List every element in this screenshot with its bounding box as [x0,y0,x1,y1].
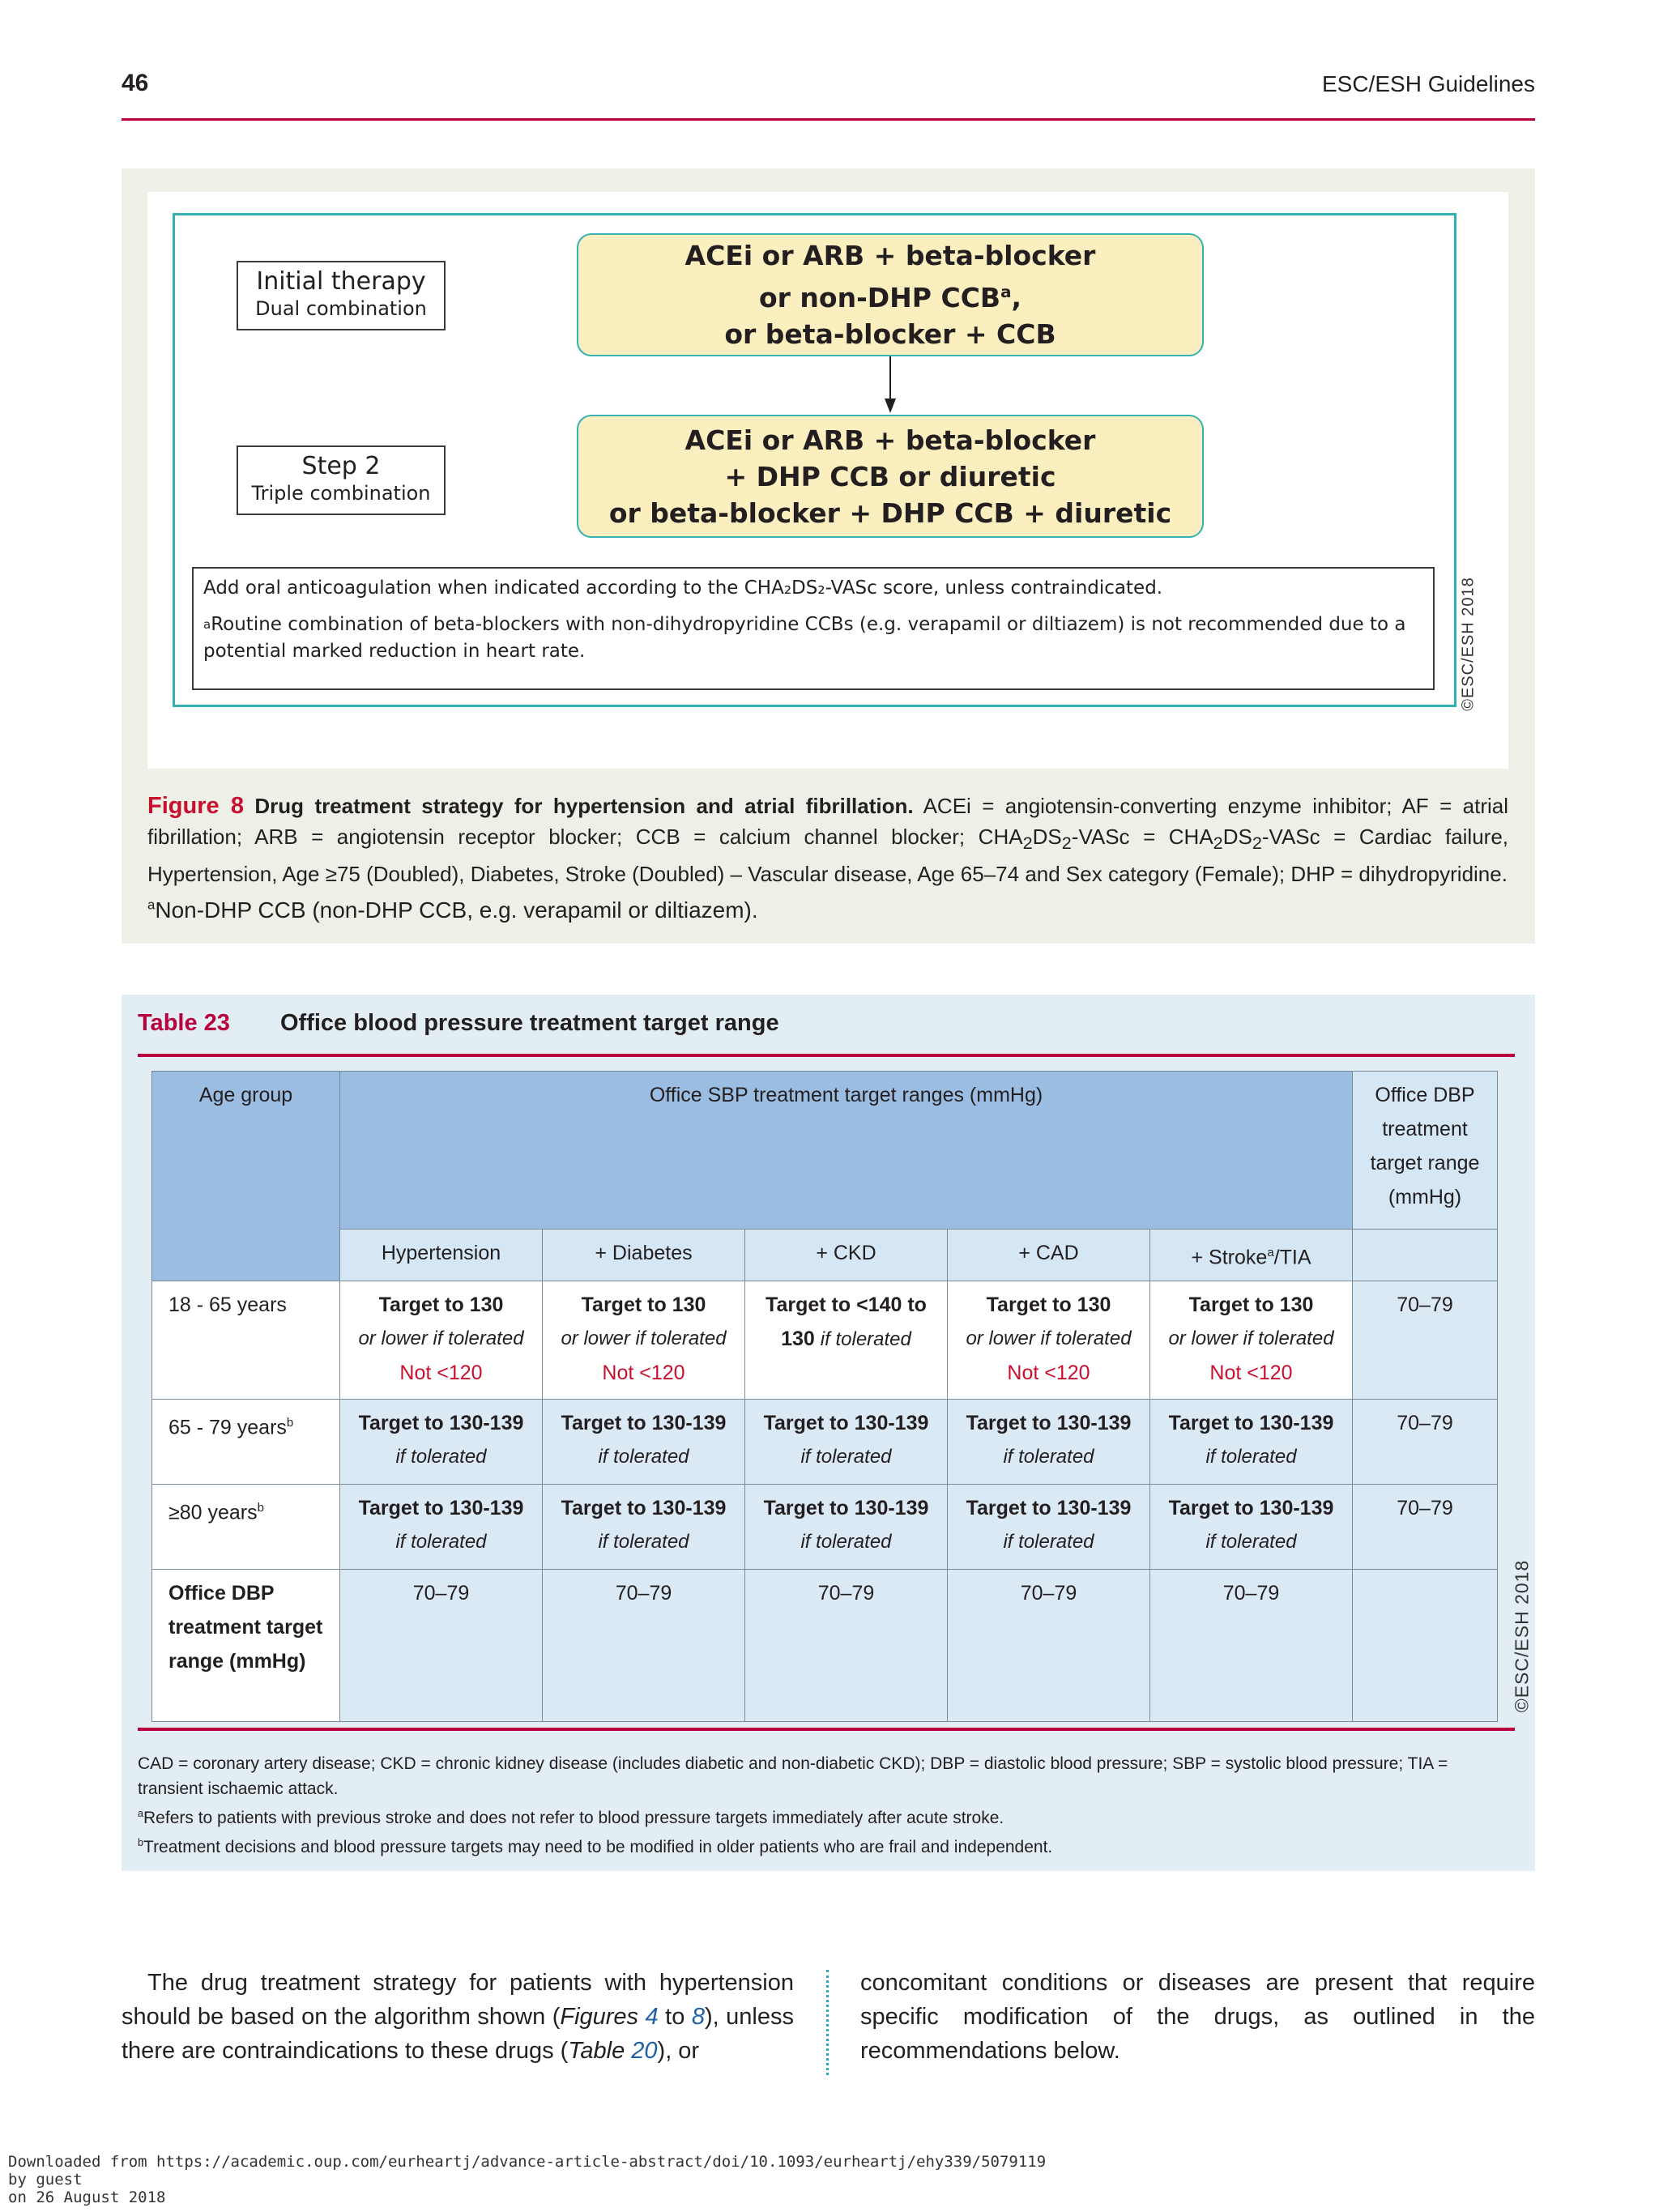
target-cell: Target to 130-139 if tolerated [948,1400,1150,1485]
dbp-subheader-empty [1353,1230,1498,1281]
figure-4-link[interactable]: 4 [645,2004,659,2030]
footnote-a: $^a$Refers to patients with previous stroke and does not refer to blood pressure targets immediately after acute stroke. [138,1808,1004,1827]
page-number: 46 [122,70,149,96]
table-copyright: ©ESC/ESH 2018 [1511,1559,1533,1713]
journal-name: ESC/ESH Guidelines [1321,71,1535,96]
abbreviations-note: CAD = coronary artery disease; CKD = chronic kidney disease (includes diabetic and non-diabetic CKD); DBP = diastolic blood pressure; SBP = systolic blood pressure; TIA = transient ischaemic attack. [138,1754,1448,1798]
empty-cell [1353,1570,1498,1722]
step2-subtitle: Triple combination [251,482,431,505]
target-cell: Target to 130-139 if tolerated [1150,1485,1353,1570]
dbp-range-header: Office DBP treatment target range (mmHg) [1353,1072,1498,1230]
sbp-ranges-header: Office SBP treatment target ranges (mmHg) [340,1072,1353,1230]
dbp-cell: 70–79 [543,1570,745,1722]
figure-title: Drug treatment strategy for hypertension and atrial fibrillation. [254,794,914,818]
figure-label: Figure 8 [147,793,244,819]
figure-note-box [192,567,1435,690]
header-rule [122,118,1535,121]
caption-footnote: $^a$Non-DHP CCB (non-DHP CCB, e.g. verapamil or diltiazem). [147,897,758,923]
step2-box-line2: + DHP CCB or diuretic [724,460,1056,492]
down-arrow-icon [878,356,902,415]
initial-therapy-title: Initial therapy [256,267,426,296]
table-rule-top [138,1054,1515,1057]
dbp-cell: 70–79 [1353,1281,1498,1400]
target-cell: Target to 130-139 if tolerated [745,1400,948,1485]
target-cell: Target to <140 to 130 if tolerated [745,1281,948,1400]
table-20-link[interactable]: 20 [631,2038,658,2064]
download-footer: Downloaded from https://academic.oup.com/eurheartj/advance-article-abstract/doi/10.1093/eurheartj/ehy339/5079119 by guest on 26 August 2018 [8,2153,1047,2206]
hypertension-header: Hypertension [340,1230,543,1281]
step2-box-line1: ACEi or ARB + beta-blocker [684,424,1096,456]
target-cell: Target to 130 or lower if tolerated Not <120 [543,1281,745,1400]
initial-therapy-box [577,233,1204,356]
footnote-b: $^b$Treatment decisions and blood pressure targets may need to be modified in older patients who are frail and independent. [138,1837,1053,1856]
target-cell: Target to 130-139 if tolerated [1150,1400,1353,1485]
target-cell: Target to 130-139 if tolerated [340,1400,543,1485]
initial-box-line3: or beta-blocker + CCB [724,318,1056,350]
target-cell: Target to 130 or lower if tolerated Not <120 [1150,1281,1353,1400]
step2-therapy-box [577,415,1204,538]
bp-target-table [151,1071,1498,1722]
dbp-row-label: Office DBP treatment target range (mmHg) [152,1570,340,1722]
age-cell: ≥80 years$^b$ [152,1485,340,1570]
column-divider [826,1970,834,2075]
dbp-cell: 70–79 [1150,1570,1353,1722]
dbp-cell: 70–79 [745,1570,948,1722]
step2-box-line3: or beta-blocker + DHP CCB + diuretic [608,497,1172,529]
table-row [152,1281,1498,1400]
target-cell: Target to 130 or lower if tolerated Not <120 [948,1281,1150,1400]
figure-copyright: ©ESC/ESH 2018 [1459,577,1478,711]
initial-box-line2: or non-DHP CCB$^a$, [759,282,1021,313]
table-row [152,1570,1498,1722]
figure-caption: Figure 8 Drug treatment strategy for hypertension and atrial fibrillation. ACEi = angiotensin-converting enzyme inhibitor; AF = atrial fibrillation; ARB = angiotensin receptor blocker; CCB = calcium channel blocker; $CHA_2DS_2$-VASc = $CHA_2DS_2$-VASc = Cardiac failure, Hypertension, Age ≥75 (Doubled), Diabetes, Stroke (Doubled) – Vascular disease, Age 65–74 and Sex category (Female); DHP = dihydropyridine. $^a$Non-DHP CCB (non-DHP CCB, e.g. verapamil or diltiazem). [147,793,1509,923]
table-notes [138,1751,1515,1860]
dbp-cell: 70–79 [948,1570,1150,1722]
initial-therapy-subtitle: Dual combination [255,297,427,320]
anticoagulation-note: Add oral anticoagulation when indicated according to the CHA₂DS₂-VASc score, unless contraindicated. [203,578,1163,599]
target-cell: Target to 130 or lower if tolerated Not <120 [340,1281,543,1400]
target-cell: Target to 130-139 if tolerated [948,1485,1150,1570]
body-text-left: The drug treatment strategy for patients with hypertension should be based on the algorithm shown (Figures 4 to 8), unless there are contraindications to these drugs (Table 20), or [122,1970,794,2064]
figure-footnote: $^a$Routine combination of beta-blockers with non-dihydropyridine CCBs (e.g. verapamil or diltiazem) is not recommended due to a potential marked reduction in heart rate. [203,614,1406,662]
figure-8-link[interactable]: 8 [691,2004,705,2030]
target-cell: Target to 130-139 if tolerated [745,1485,948,1570]
table-title: Office blood pressure treatment target range [280,1010,779,1036]
age-cell: 18 - 65 years [152,1281,340,1400]
diabetes-header: + Diabetes [543,1230,745,1281]
step2-label [237,445,446,515]
dbp-cell: 70–79 [1353,1485,1498,1570]
step2-title: Step 2 [301,452,381,480]
target-cell: Target to 130-139 if tolerated [340,1485,543,1570]
ckd-header: + CKD [745,1230,948,1281]
cad-header: + CAD [948,1230,1150,1281]
dbp-cell: 70–79 [340,1570,543,1722]
table-rule-bottom [138,1728,1515,1731]
table-row [152,1400,1498,1485]
stroke-tia-header: + Stroke$^a$/TIA [1150,1230,1353,1281]
body-text-right: concomitant conditions or diseases are present that require specific modification of the drugs, as outlined in the recommendations below. [860,1970,1535,2064]
age-cell: 65 - 79 years$^b$ [152,1400,340,1485]
table-label: Table 23 [138,1010,230,1036]
dbp-cell: 70–79 [1353,1400,1498,1485]
table-row [152,1485,1498,1570]
initial-therapy-label [237,261,446,330]
initial-box-line1: ACEi or ARB + beta-blocker [684,240,1096,271]
age-group-header: Age group [152,1072,340,1281]
target-cell: Target to 130-139 if tolerated [543,1400,745,1485]
target-cell: Target to 130-139 if tolerated [543,1485,745,1570]
